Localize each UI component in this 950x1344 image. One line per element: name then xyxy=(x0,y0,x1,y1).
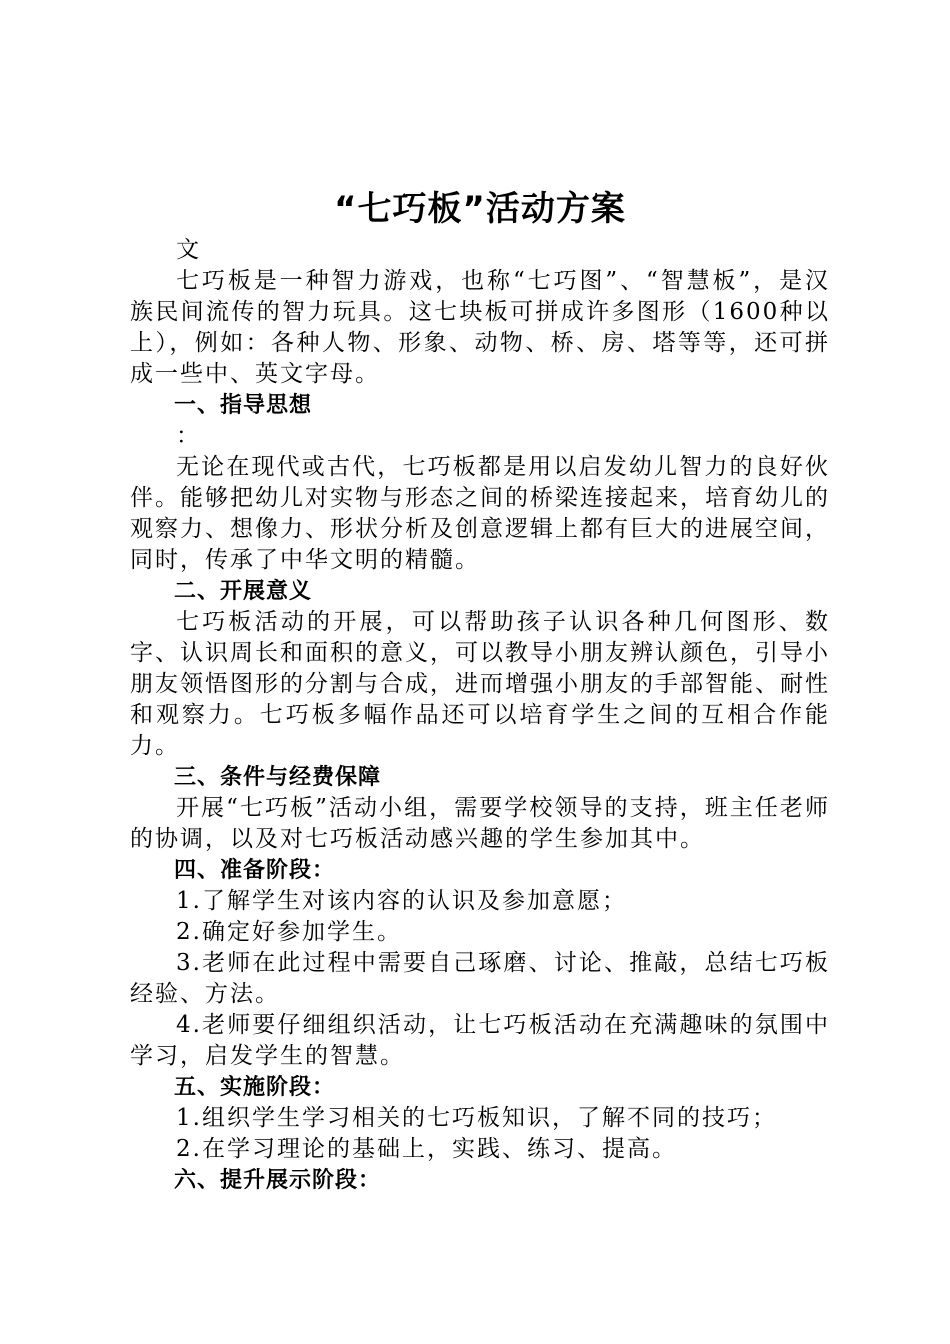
section-heading-guiding-thought: 一、指导思想 xyxy=(174,393,313,418)
document-title: “七巧板”活动方案 xyxy=(334,189,626,229)
list-item: 2.在学习理论的基础上，实践、练习、提高。 xyxy=(176,1136,677,1162)
section-heading-conditions: 三、条件与经费保障 xyxy=(174,765,382,790)
section-heading-significance: 二、开展意义 xyxy=(174,579,313,604)
section-paragraph: 七巧板活动的开展，可以帮助孩子认识各种几何图形、数字、认识周长和面积的意义，可以教导小朋友辨认颜色，引导小朋友领悟图形的分割与合成，进而增强小朋友的手部智能、耐性和观察力。七巧板多幅作品还可以培育学生之间的互相合作能力。 xyxy=(130,609,830,759)
list-item: 1.了解学生对该内容的认识及参加意愿； xyxy=(176,888,627,914)
section-paragraph: 无论在现代或古代，七巧板都是用以启发幼儿智力的良好伙伴。能够把幼儿对实物与形态之间的桥梁连接起来，培育幼儿的观察力、想像力、形状分析及创意逻辑上都有巨大的进展空间，同时，传承了中华文明的精髓。 xyxy=(130,454,830,573)
section-heading-implementation: 五、实施阶段： xyxy=(174,1075,336,1100)
list-item: 4.老师要仔细组织活动，让七巧板活动在充满趣味的氛围中学习，启发学生的智慧。 xyxy=(130,1012,830,1069)
section-paragraph: 开展“七巧板”活动小组，需要学校领导的支持，班主任老师的协调，以及对七巧板活动感兴趣的学生参加其中。 xyxy=(130,795,830,852)
list-item: 1.组织学生学习相关的七巧板知识，了解不同的技巧； xyxy=(176,1105,777,1131)
intro-paragraph: 七巧板是一种智力游戏，也称“七巧图”、“智慧板”，是汉族民间流传的智力玩具。这七块板可拼成许多图形（1600种以上），例如：各种人物、形象、动物、桥、房、塔等等，还可拼成一些中、英文字母。 xyxy=(130,268,830,387)
section-paragraph: ： xyxy=(176,423,201,449)
list-item: 2.确定好参加学生。 xyxy=(176,919,402,945)
section-heading-showcase: 六、提升展示阶段： xyxy=(174,1168,382,1193)
list-item: 3.老师在此过程中需要自己琢磨、讨论、推敲，总结七巧板经验、方法。 xyxy=(130,950,830,1007)
byline: 文 xyxy=(176,237,201,263)
document-page xyxy=(130,183,830,1196)
section-heading-preparation: 四、准备阶段： xyxy=(174,858,336,883)
